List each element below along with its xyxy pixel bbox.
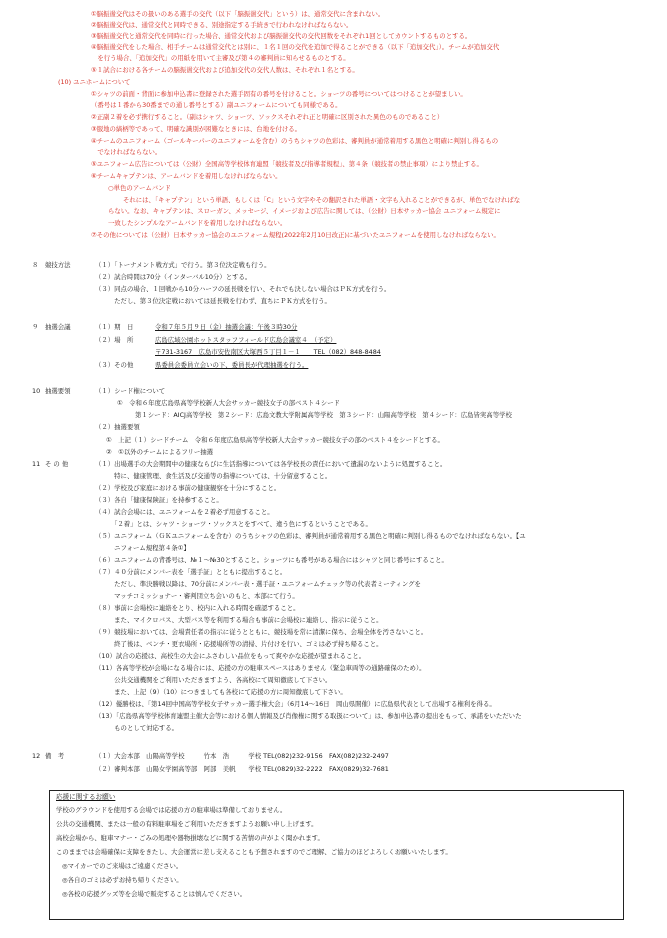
other-line: また、マイクロバス、大型バス等を利用する場合も事前に会場校に連絡し、指示に従うこと。	[95, 616, 383, 624]
other-line: 公共交通機関をご利用いただきますよう、各高校にて周知徹底して下さい。	[95, 676, 332, 684]
other-line: （13）「広島県高等学校体育連盟主催大会等における個人情報及び肖像権に関する取扱について」は、参加申込書の提出をもって、承諾をいただいた	[95, 712, 522, 720]
red-line: ②脳振盪交代は、通常交代と同時できる、別途指定する手続きで行われなければならない。	[91, 21, 353, 29]
other-line: ものとして対応する。	[95, 724, 179, 732]
draw-line: ① 上記（１）シードチーム 令和６年度広島県高等学校新人大会サッカー競技女子の部のベスト４をシードとする。	[106, 436, 444, 444]
other-line: （８）事前に会場校に連絡をとり、校内に入れる時間を確認すること。	[95, 604, 300, 612]
section-number: 11	[32, 460, 41, 468]
competition-line: （２）試合時間は70分（インターバル10分）とする。	[95, 273, 252, 281]
draw-line: ② ①以外のチームによるフリー抽選	[106, 448, 214, 456]
uniform-heading: (10) ユニホームについて	[58, 78, 131, 86]
other-line: ただし、準決勝戦以降は、70分前にメンバー表・選手証・ユニフォームチェック等の代表者ミーティングを	[95, 580, 421, 588]
other-label: （３）その他	[95, 361, 134, 369]
other-line: また、上記（9）（10）につきましても各校にて応援の方に周知徹底して下さい。	[95, 688, 347, 696]
date-value: 令和７年５月９日（金）抽選会議：午後３時30分	[155, 323, 298, 331]
draw-heading: （２）抽選要領	[95, 423, 140, 431]
section-number: ９	[32, 323, 39, 331]
seed-list: 第１シード：AICJ高等学校 第２シード：広島文教大学附属高等学校 第３シード：山陽高等学校 第４シード：広島皆実高等学校	[135, 411, 512, 419]
other-line: 「２着」とは、シャツ・ショーツ・ソックスとをすべて、違う色にするということである。	[95, 520, 372, 528]
section-number: 10	[32, 387, 41, 395]
red-line: ④脳振盪交代をした場合、相手チームは通常交代とは別に、１名１回の交代を追加で得ることができる（以下「追加交代」）。チームが追加交代	[91, 43, 500, 51]
contact-row: （２）審判本部 山陽女学園高等部 阿部 美帆 学校 TEL(0829)32-2222 FAX(0829)32-7681	[95, 765, 389, 773]
notice-line: ◎各校の応援グッズ等を会場で販売することは慎んでください。	[62, 890, 247, 898]
red-line: ⑤ユニフォーム広告については（公財）全国高等学校体育連盟「競技者及び指導者規程」、第４条（競技者の禁止事項）により禁止する。	[91, 160, 483, 168]
section-title: そ の 他	[45, 460, 69, 468]
notice-line: ◎各自のゴミは必ずお持ち帰りください。	[62, 876, 183, 884]
competition-line: ただし、第３位決定戦においては延長戦を行わず、直ちにＰＫ方式を行う。	[95, 297, 331, 305]
other-line: （４）試合会場には、ユニフォームを２着必ず用意すること。	[95, 508, 274, 516]
red-line: でなければならない。	[91, 148, 162, 156]
other-line: （９）競技場においては、会場責任者の指示に従うとともに、競技場を常に清潔に保ち、会場全体を汚さないこと。	[95, 628, 428, 636]
red-line: らない。なお、キャプテンは、スローガン、メッセージ、イメージおよび広告に関しては、（公財）日本サッカー協会 ユニフォーム規定に	[108, 207, 501, 215]
other-line: （７）４０分前にメンバー表を「選手証」とともに提出すること。	[95, 568, 287, 576]
red-line: ①脳振盪交代はその扱いのある選手の交代（以下「脳振盪交代」という）は、通常交代に含まれない。	[91, 10, 385, 18]
notice-line: 高校会場から、駐車マナー・ごみの処理や器物損壊などに関する苦情の声がよく聞かれます。	[56, 834, 324, 842]
place-label: （２）場 所	[95, 336, 134, 344]
notice-line: このままでは会場確保に支障をきたし、大会運営に差し支えることも予想されますのでご理解、ご協力のほどよろしくお願いいたします。	[56, 848, 452, 856]
other-line: （11）各高等学校が会場になる場合には、応援の方の駐車スペースはありません（緊急車両等の通路確保のため）。	[95, 664, 426, 672]
other-line: 終了後は、ベンチ・更衣場所・応援場所等の清掃、片付けを行い、ゴミは必ず持ち帰ること。	[95, 640, 383, 648]
place-address: 〒731-3167 広島市安佐南区大塚西５丁目１－１ TEL（082）848-8484	[155, 348, 381, 356]
red-line: ○単色のアームバンド	[108, 184, 171, 192]
other-line: （12）優勝校は、「第14回中国高等学校女子サッカー選手権大会」（6月14～16日 岡山県開催）に広島県代表として出場する権利を得る。	[95, 700, 496, 708]
other-line: 特に、健康管理、食生活及び交通等の指導については、十分留意すること。	[95, 472, 332, 480]
red-line: それには、「キャプテン」という単語、もしくは「C」という文字やその翻訳された単語・文字も入れることができるが、単色でなければな	[123, 196, 521, 204]
other-line: （６）ユニフォームの背番号は、№１～№30とすること。ショーツにも番号がある場合にはシャツと同じ番号にすること。	[95, 556, 448, 564]
section-number: ８	[32, 261, 39, 269]
other-line: （10）試合の応援は、高校生の大会にふさわしい品位をもって爽やかな応援が望まれること。	[95, 652, 366, 660]
red-line: ③服地の縞柄等であって、明確な識別が困難なときには、台地を付ける。	[91, 125, 302, 133]
seed-line: ① 令和６年度広島県高等学校新人大会サッカー競技女子の部ベスト４シード	[117, 399, 340, 407]
red-line: ⑥チームキャプテンは、アームバンドを着用しなければならない。	[91, 172, 282, 180]
red-line: ③脳振盪交代と通常交代を同時に行った場合、通常交代および脳振盪交代の交代回数をそれぞれ1回としてカウントするものとする。	[91, 32, 472, 40]
notice-title: 応援に関するお願い	[56, 793, 116, 801]
other-line: マッチコミッショナー・審判団立ち会いのもと、本部にて行う。	[95, 592, 299, 600]
other-line: （１）出場選手の大会期間中の健康ならびに生活指導については各学校長の責任において遺漏のないように処置すること。	[95, 460, 447, 468]
section-title: 備 考	[45, 752, 65, 760]
red-line: を行う場合、「追加交代」の用紙を用いて主審及び第４の審判員に知らせるものとする。	[91, 54, 350, 62]
red-line: ⑤１試合における各チームの脳振盪交代および追加交代の交代人数は、それぞれ１名とする。	[91, 66, 359, 74]
other-value: 県委員会委員立会いの下、委員長が代理抽選を行う。	[155, 361, 309, 369]
notice-line: 学校のグラウンドを使用する会場では応援の方の駐車場は準備しておりません。	[56, 806, 287, 814]
competition-line: （１）「トーナメント戦方式」で行う。第３位決定戦も行う。	[95, 261, 271, 269]
section-title: 抽選要領	[45, 387, 71, 395]
date-label: （１）期 日	[95, 323, 134, 331]
other-line: ニフォーム規程第４条①】	[95, 544, 190, 552]
other-line: （５）ユニフォーム（ＧＫユニフォームを含む）のうちシャツの色彩は、審判員が通常着用する黒色と明確に判別し得るものでなければならない。【ユ	[95, 532, 526, 540]
red-line: ②正副２着を必ず携行すること。（副はシャツ、ショーツ、ソックスそれぞれ正と明確に区別された異色のものであること）	[91, 113, 444, 121]
other-line: （３）各自「健康保険証」を持参すること。	[95, 496, 223, 504]
other-line: （２）学校及び家庭における事前の健康観察を十分にすること。	[95, 484, 281, 492]
red-line: ①シャツの前面・背面に参加申込書に登録された選手固有の番号を付けること。ショーツの番号についてはつけることが望ましい。	[91, 90, 467, 98]
red-line: ⑦その他については（公財）日本サッカー協会のユニフォーム規程(2022年2月10日改正)に基づいたユニフォームを使用しなければならない。	[91, 231, 500, 239]
competition-line: （３）同点の場合、１回戦から10分ハーフの延長戦を行い、それでも決しない場合はＰＫ方式を行う。	[95, 285, 391, 293]
section-number: 12	[32, 752, 41, 760]
red-line: ④チームのユニフォーム（ゴールキーパーのユニフォームを含む）のうちシャツの色彩は、審判員が通常着用する黒色と明確に判別し得るもの	[91, 137, 499, 145]
red-line: 一致したシンプルなアームバンドを着用しなければならない。	[108, 219, 287, 227]
seed-heading: （１）シード権について	[95, 387, 166, 395]
section-title: 抽選会議	[45, 323, 71, 331]
notice-line: ◎マイカーでのご来場はご遠慮ください。	[62, 862, 183, 870]
notice-line: 公共の交通機関、または一般の有料駐車場をご利用いただきますようお願い申し上げます。	[56, 820, 318, 828]
section-title: 競技方法	[45, 261, 71, 269]
contact-row: （１）大会本部 山陽高等学校 竹本 浩 学校 TEL(082)232-9156 FAX(082)232-2497	[95, 752, 389, 760]
place-value: 広島広域公園ホットスタッフフィールド広島会議室４ （予定）	[155, 336, 337, 344]
red-line: （番号は１番から30番までの通し番号とする）副ユニフォームについても同様である。	[91, 101, 342, 109]
